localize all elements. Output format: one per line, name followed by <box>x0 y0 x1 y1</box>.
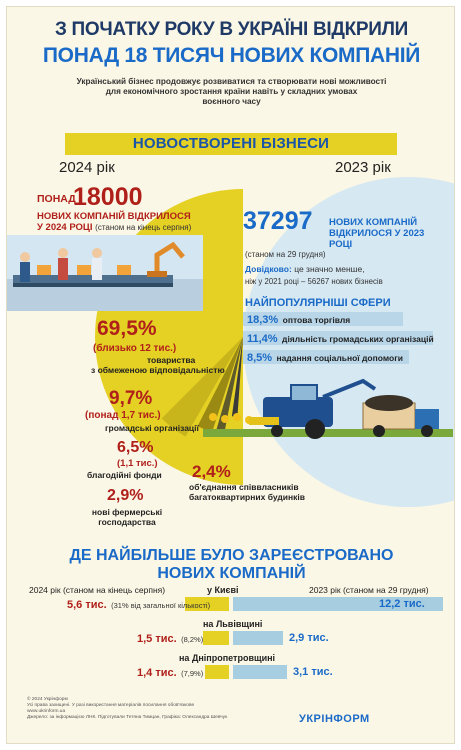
text-2024-line3: У 2024 РОЦІ <box>37 222 93 233</box>
region-3-note: (7,9%) <box>181 669 204 678</box>
number-37297: 37297 <box>243 207 313 235</box>
section-banner: НОВОСТВОРЕНІ БІЗНЕСИ <box>65 133 397 155</box>
robot-base <box>147 271 167 277</box>
cat3-label: благодійні фонди <box>87 470 162 480</box>
region-3-bar-2024 <box>205 665 229 679</box>
box-1 <box>37 265 51 275</box>
cat1-label <box>91 355 241 375</box>
sphere-2-label: діяльність громадських організацій <box>282 334 434 344</box>
ukrinform-logo: УКРІНФОРМ <box>299 713 370 725</box>
sphere-3 <box>247 350 403 365</box>
worker-1-head <box>20 252 30 262</box>
reference-label: Довідково: <box>245 264 292 274</box>
subtitle-line-3: воєнного часу <box>202 97 261 106</box>
cat1-pct: 69,5% <box>97 317 157 340</box>
box-2 <box>77 265 91 275</box>
truck-load <box>365 395 413 411</box>
region-3-v2024: 1,4 тис. <box>137 667 177 679</box>
subtitle-line-2: для економічного зростання країни навіть у складних умовах <box>105 87 358 96</box>
sphere-3-label: надання соціальної допомоги <box>276 353 403 363</box>
harvester-wheel-small <box>271 425 283 437</box>
footer-line1: © 2024 Укрінформ <box>27 697 68 702</box>
footer-line4: Джерело: за інформацією ЛНК. Підготували Тетяна Тимцан, Графіка: Олександра Шевчук <box>27 715 228 720</box>
over-prefix: ПОНАД <box>37 193 76 205</box>
harvester-wheel-big <box>305 419 325 439</box>
regions-title-line1: ДЕ НАЙБІЛЬШЕ БУЛО ЗАРЕЄСТРОВАНО <box>69 547 394 564</box>
popular-title: НАЙПОПУЛЯРНІШІ СФЕРИ <box>245 297 391 309</box>
regions-title-line2: НОВИХ КОМПАНІЙ <box>157 565 306 582</box>
region-2-bar-2023 <box>233 631 283 645</box>
harvester-header <box>249 417 279 425</box>
region-3-city: на Дніпропетровщині <box>179 653 276 663</box>
text-2024-line3-wrap <box>37 222 252 233</box>
reference-text1: це значно менше, <box>294 264 365 274</box>
cat1-label-line2: з обмеженою відповідальністю <box>91 365 225 375</box>
harvester-illustration <box>203 367 453 447</box>
regions-left-head: 2024 рік (станом на кінець серпня) <box>29 585 166 595</box>
region-1-left <box>67 597 210 613</box>
text-2023-note: (станом на 29 грудня) <box>245 250 326 259</box>
reference-head <box>245 264 365 274</box>
cat3-pct: 6,5% <box>117 439 154 456</box>
worker-2-body <box>92 258 102 280</box>
cat2-pct: 9,7% <box>109 388 153 409</box>
region-3-bar-2023 <box>233 665 287 679</box>
subtitle-line-1: Український бізнес продовжує розвиватися та створювати нові можливості <box>76 77 387 86</box>
sphere-1-label: оптова торгівля <box>282 315 351 325</box>
worker-3-body <box>58 258 68 280</box>
text-2024-line2: НОВИХ КОМПАНІЙ ВІДКРИЛОСЯ <box>37 211 191 222</box>
cat4-label-line2: господарства <box>98 517 156 527</box>
region-2-v2024: 1,5 тис. <box>137 633 177 645</box>
text-2023-line1: НОВИХ КОМПАНІЙ <box>329 217 418 228</box>
region-3-left <box>137 665 203 681</box>
cat1-detail: (близько 12 тис.) <box>93 343 177 354</box>
region-2-city: на Львівщині <box>203 619 263 629</box>
truck-wheel-2 <box>421 425 433 437</box>
footer-credits <box>27 697 287 721</box>
sphere-3-pct: 8,5% <box>247 352 273 364</box>
box-3 <box>117 265 131 275</box>
field-grass <box>203 429 453 437</box>
region-2-note: (8,2%) <box>181 635 204 644</box>
cat4-pct: 2,9% <box>107 487 144 504</box>
text-2023-line2: ВІДКРИЛОСЯ У 2023 РОЦІ <box>329 228 425 250</box>
footer-line3: www.ukrinform.ua <box>27 709 66 714</box>
footer-line2: Усі права захищені. У разі використання матеріалів посилання обов'язкове <box>27 703 195 708</box>
region-2-bar-2024 <box>203 631 229 645</box>
year-2023-label: 2023 рік <box>335 159 391 176</box>
text-2023-block <box>329 217 449 250</box>
cat2-label: громадські організації <box>105 423 199 433</box>
reference-text2: ніж у 2021 році – 56267 нових бізнесів <box>245 277 383 286</box>
worker-2-head <box>92 248 102 258</box>
cat5-label <box>189 482 339 502</box>
text-2024-block <box>37 211 252 233</box>
cat5-label-line1: об'єднання співвласників <box>189 482 299 492</box>
year-2024-label: 2024 рік <box>59 159 115 176</box>
cat3-detail: (1,1 тис.) <box>117 458 158 469</box>
conveyor-base <box>13 283 173 287</box>
regions-right-head: 2023 рік (станом на 29 грудня) <box>309 585 429 595</box>
region-1-v2023: 12,2 тис. <box>379 598 425 610</box>
region-2-v2023: 2,9 тис. <box>289 632 329 644</box>
region-1-v2024: 5,6 тис. <box>67 599 107 611</box>
sphere-2-pct: 11,4% <box>247 333 278 345</box>
sphere-1 <box>247 312 350 327</box>
cat1-label-line1: товариства <box>147 355 196 365</box>
number-18000: 18000 <box>73 183 143 211</box>
worker-3-head <box>58 248 68 258</box>
region-1-note: (31% від загальної кількості) <box>111 601 211 610</box>
harvester-spout <box>323 381 375 397</box>
text-2024-note: (станом на кінець серпня) <box>95 223 192 232</box>
region-1-city: у Києві <box>207 585 239 595</box>
cat4-label-line1: нові фермерські <box>91 507 163 517</box>
region-2-left <box>137 631 203 647</box>
sphere-2 <box>247 331 434 346</box>
sphere-1-pct: 18,3% <box>247 314 279 326</box>
region-3-v2023: 3,1 тис. <box>293 666 333 678</box>
cat5-label-line2: багатоквартирних будинків <box>189 492 305 502</box>
title-line-2: ПОНАД 18 ТИСЯЧ НОВИХ КОМПАНІЙ <box>42 44 421 67</box>
cat4-label <box>87 507 167 527</box>
cat5-pct: 2,4% <box>192 462 231 481</box>
factory-illustration <box>7 235 203 311</box>
harvester-cab <box>291 385 317 401</box>
truck-wheel-1 <box>373 425 385 437</box>
cat2-detail: (понад 1,7 тис.) <box>85 410 161 421</box>
worker-1-body <box>20 262 30 282</box>
infographic-poster <box>6 6 455 744</box>
sunflowers <box>209 413 253 424</box>
title-line-1: З ПОЧАТКУ РОКУ В УКРАЇНІ ВІДКРИЛИ <box>54 19 409 40</box>
